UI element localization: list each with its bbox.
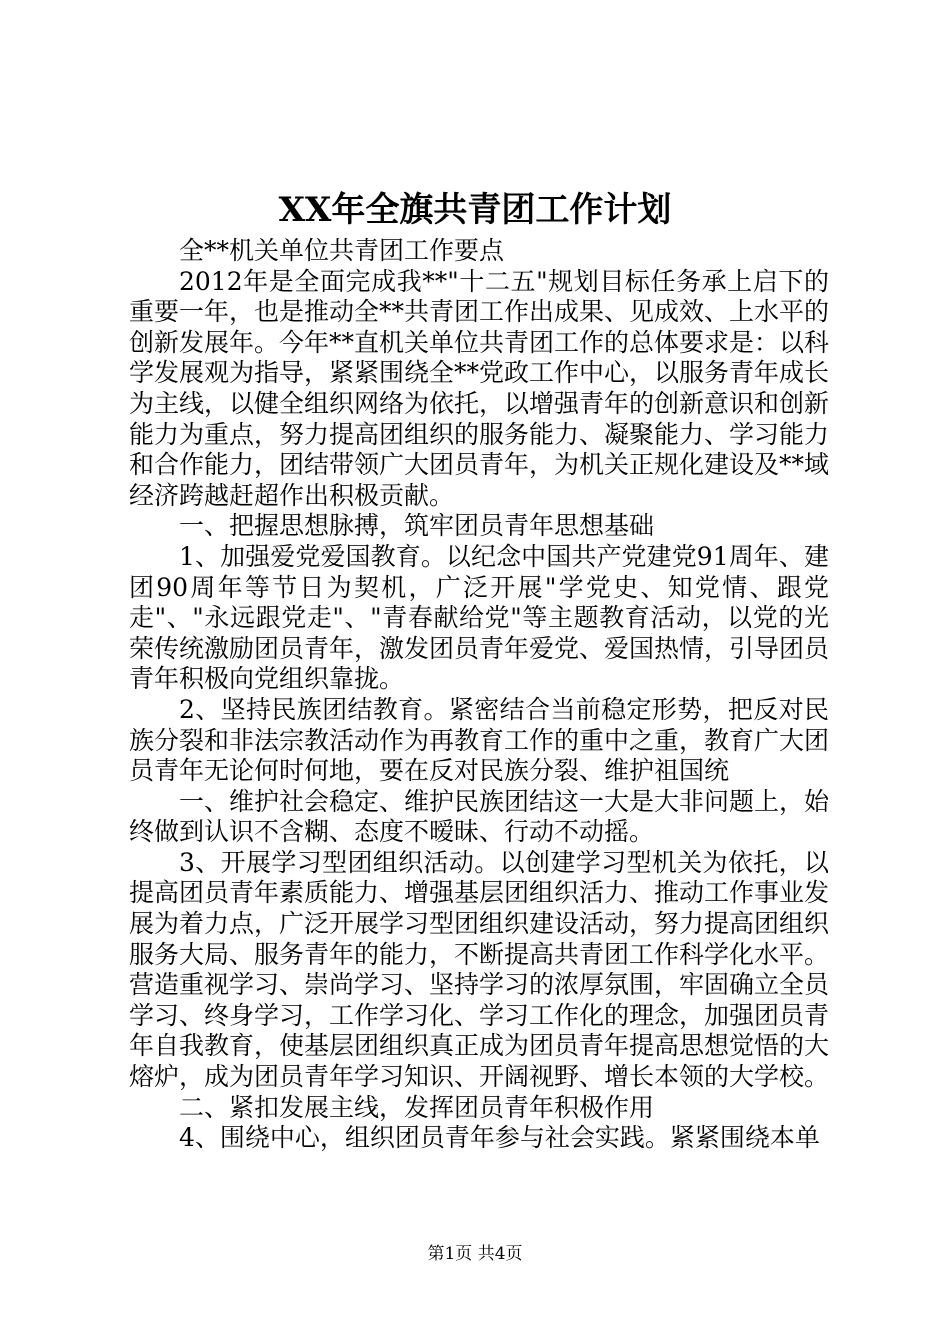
paragraph-item-3: 3、开展学习型团组织活动。以创建学习型机关为依托，以提高团员青年素质能力、增强基层团组织活力、推动工作事业发展为着力点，广泛开展学习型团组织建设活动，努力提高团组织服务大局、服务青年的能力，不断提高共青团工作科学化水平。营造重视学习、崇尚学习、坚持学习的浓厚氛围，牢固确立全员学习、终身学习，工作学习化、学习工作化的理念，加强团员青年自我教育，使基层团组织真正成为团员青年提高思想觉悟的大熔炉，成为团员青年学习知识、开阔视野、增长本领的大学校。 xyxy=(129,847,830,1092)
paragraph-intro: 2012年是全面完成我**"十二五"规划目标任务承上启下的重要一年，也是推动全**共青团工作出成果、见成效、上水平的创新发展年。今年**直机关单位共青团工作的总体要求是：以科学发展观为指导，紧紧围绕全**党政工作中心，以服务青年成长为主线，以健全组织网络为依托，以增强青年的创新意识和创新能力为重点，努力提高团组织的服务能力、凝聚能力、学习能力和合作能力，团结带领广大团员青年，为机关正规化建设及**域经济跨越赶超作出积极贡献。 xyxy=(129,266,830,510)
document-body xyxy=(129,236,829,1154)
paragraph-item-4: 4、围绕中心，组织团员青年参与社会实践。紧紧围绕本单 xyxy=(179,1123,820,1153)
section-heading-2: 二、紧扣发展主线，发挥团员青年积极作用 xyxy=(179,1092,655,1122)
paragraph-item-2-continued: 一、维护社会稳定、维护民族团结这一大是大非问题上，始终做到认识不含糊、态度不暧昧、行动不动摇。 xyxy=(129,786,830,847)
document-title: XX年全旗共青团工作计划 xyxy=(278,190,672,230)
paragraph-item-2: 2、坚持民族团结教育。紧密结合当前稳定形势，把反对民族分裂和非法宗教活动作为再教育工作的重中之重，教育广大团员青年无论何时何地，要在反对民族分裂、维护祖国统 xyxy=(129,694,830,786)
page-footer: 第1页 共4页 xyxy=(427,1244,523,1264)
section-heading-1: 一、把握思想脉搏，筑牢团员青年思想基础 xyxy=(179,511,655,541)
paragraph-item-1: 1、加强爱党爱国教育。以纪念中国共产党建党91周年、建团90周年等节日为契机，广泛开展"学党史、知党情、跟党走"、"永远跟党走"、"青春献给党"等主题教育活动，以党的光荣传统激励团员青年，激发团员青年爱党、爱国热情，引导团员青年积极向党组织靠拢。 xyxy=(129,541,830,694)
paragraph-subtitle: 全**机关单位共青团工作要点 xyxy=(179,236,505,265)
